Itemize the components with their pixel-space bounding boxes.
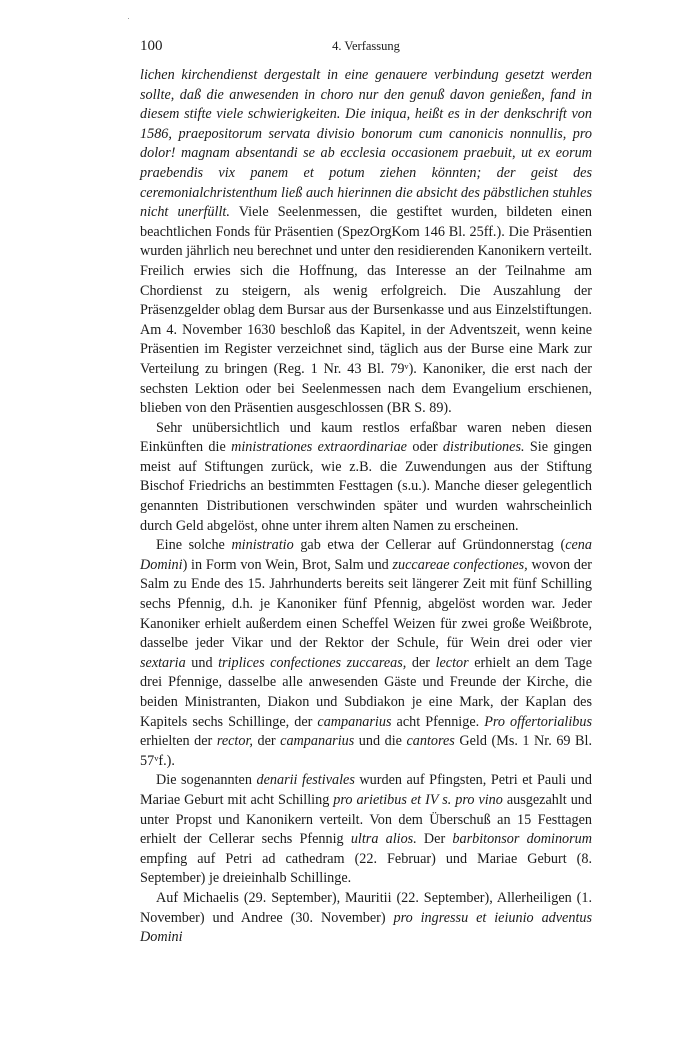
text-run: gab etwa der Cellerar auf Gründonnerstag (: [293, 537, 566, 554]
italic-text: lector: [435, 654, 469, 671]
paragraph: [140, 66, 592, 419]
italic-text: ministrationes extraordinariae: [231, 439, 407, 456]
italic-text: pro arietibus et IV s. pro vino: [333, 791, 503, 808]
italic-text: zuccareae confectiones,: [392, 556, 528, 573]
text-run: oder: [406, 439, 443, 456]
paragraph: [140, 771, 592, 889]
text-run: ) in Form von Wein, Brot, Salm und: [182, 556, 393, 573]
text-run: ausgezahlt und unter Propst und Kanonikern verteilt. Von dem Überschuß an 15 Festtagen erhielt der Cellerar sechs Pfennig: [140, 791, 592, 848]
italic-text: rector,: [216, 733, 253, 750]
italic-text: pro ingressu et ieiunio adventus Domini: [140, 909, 592, 946]
italic-text: campanarius: [317, 713, 392, 730]
italic-text: Pro offertorialibus: [484, 713, 593, 730]
paragraph: [140, 536, 592, 771]
italic-text: campanarius: [280, 733, 355, 750]
italic-text: barbitonsor dominorum: [452, 831, 593, 848]
italic-text: denarii festivales: [256, 772, 355, 789]
running-head: 4. Verfassung: [332, 39, 400, 53]
italic-text: triplices confectiones zuccareas,: [218, 654, 407, 671]
paragraph: [140, 419, 592, 537]
text-run: Geld (Ms. 1 Nr. 69 Bl. 57ᵛf.).: [140, 733, 593, 769]
text-run: der: [252, 733, 281, 750]
text-run: und: [185, 654, 219, 671]
text-run: Eine solche: [156, 537, 232, 554]
text-run: erhielten der: [140, 733, 217, 750]
text-run: wovon der Salm zu Ende des 15. Jahrhunderts bereits seit längerer Zeit mit fünf Schilling sechs Pfennig, d.h. je Kanoniker fünf Pfennig, abgelöst worden war. Jeder Kanoniker erhielt außerdem einen Scheffel Weizen für zwei große Weißbrote, dasselbe jeder Vikar und der Rektor der Schule, für Wein drei oder vier: [140, 556, 592, 652]
body-text: [140, 66, 592, 948]
italic-text: ultra alios.: [350, 831, 417, 848]
italic-text: sextaria: [140, 654, 186, 671]
page-header: [140, 38, 592, 58]
italic-text: ministratio: [231, 537, 294, 554]
text-run: Sehr unübersichtlich und kaum restlos erfaßbar waren neben diesen Einkünften die: [140, 419, 592, 456]
text-run: und die: [354, 733, 407, 750]
text-run: der: [406, 654, 436, 671]
text-run: wurden auf Pfingsten, Petri et Pauli und Mariae Geburt mit acht Schilling: [140, 772, 593, 808]
text-run: Auf Michaelis (29. September), Mauritii (22. September), Allerheiligen (1. November) und Andree (30. November): [140, 889, 592, 926]
text-run: Der: [416, 831, 453, 848]
page-number: 100: [140, 38, 163, 54]
italic-text: cantores: [406, 733, 455, 750]
italic-text: distributiones.: [442, 439, 525, 456]
italic-text: cena Domini: [140, 537, 592, 573]
text-run: Sie gingen meist auf Stiftungen zurück, wie z.B. die Zuwendungen aus der Stiftung Bischof Friedrichs an bestimmten Festtagen (s.u.). Manche dieser gelegentlich genannten Distributionen verschwinden später und wurden wahrscheinlich durch Geld abgelöst, ohne unter ihrem alten Namen zu erscheinen.: [140, 439, 592, 534]
text-run: empfing auf Petri ad cathedram (22. Februar) und Mariae Geburt (8. September) je dreieinhalb Schillinge.: [140, 850, 592, 887]
text-run: acht Pfennige.: [391, 713, 485, 730]
text-run: Die sogenannten: [156, 772, 257, 789]
italic-text: lichen kirchendienst dergestalt in eine genauere verbindung gesetzt werden sollte, daß die anwesenden in choro nur den genuß davon genießen, fand in diesem stifte viele schwierigkeiten. Die iniqua, heißt es in der denkschrift von 1586, praepositorum servata divisio bonorum cum canonicis nonnullis, pro dolor! magnam absentandi se ab ecclesia occasionem praebuit, ut ex eorum praebendis vix panem et potum ziehen könnten; der geist des ceremonialchristenthum ließ auch hierinnen die absicht des päbstlichen stuhles nicht unerfüllt.: [140, 67, 592, 221]
text-run: erhielt an dem Tage drei Pfennige, dasselbe alle anwesenden Gäste und Freunde der Kirche, die beiden Ministranten, Diakon und Subdiakon je eine Mark, der Kaplan des Kapitels sechs Schillinge, der: [140, 654, 592, 730]
paragraph: [140, 889, 592, 948]
corner-mark: [128, 18, 129, 19]
text-run: Viele Seelenmessen, die gestiftet wurden, bildeten einen beachtlichen Fonds für Präsentien (SpezOrgKom 146 Bl. 25ff.). Die Präsentien wurden jährlich neu berechnet und unter den residierenden Kanonikern verteilt. Freilich erwies sich die Hoffnung, das Interesse an der Teilnahme am Chordienst zu steigern, als wenig erfolgreich. Die Auszahlung der Präsenzgelder oblag dem Bursar aus der Bursenkasse und aus Einzelstiftungen. Am 4. November 1630 beschloß das Kapitel, in der Adventszeit, wenn keine Präsentien im Register verzeichnet sind, täglich aus der Burse eine Mark zur Verteilung zu bringen (Reg. 1 Nr. 43 Bl. 79ᵛ). Kanoniker, die erst nach der sechsten Lektion oder bei Seelenmessen nach dem Evangelium erschienen, blieben von den Präsentien ausgeschlossen (BR S. 89).: [140, 204, 592, 417]
